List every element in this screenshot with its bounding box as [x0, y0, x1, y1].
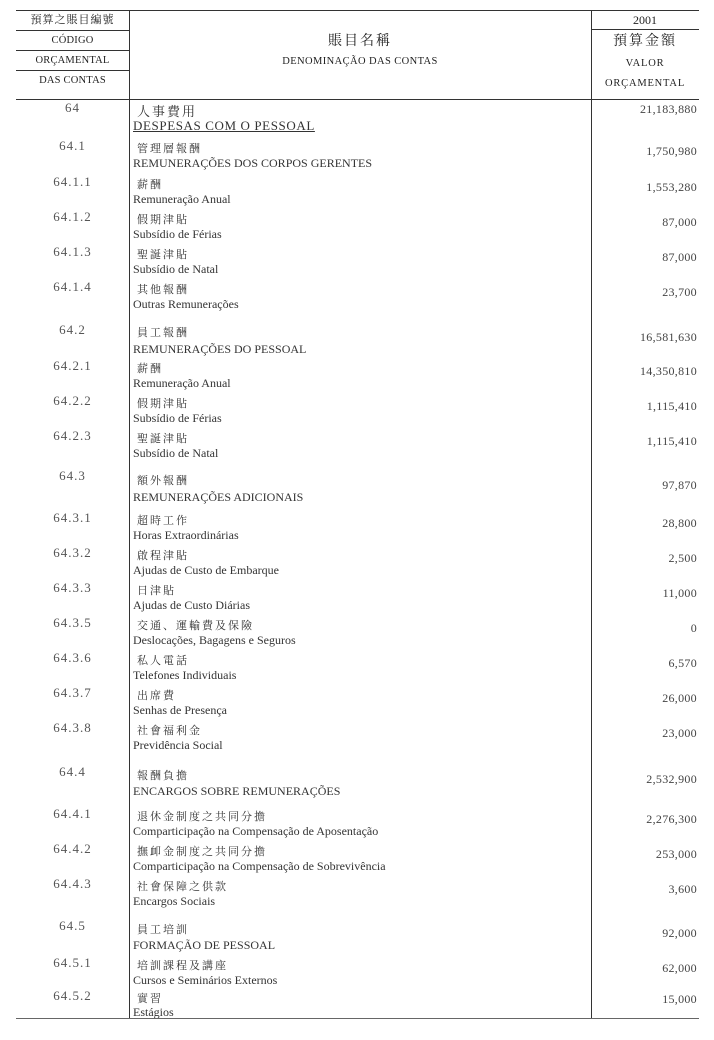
row-portuguese-label: Subsídio de Natal [133, 446, 219, 460]
row-portuguese-label: Previdência Social [133, 738, 223, 752]
row-amount: 23,700 [662, 285, 697, 299]
value-column-header [591, 11, 699, 94]
row-chinese-label: 薪酬 [137, 363, 163, 375]
row-code: 64.3.3 [53, 580, 92, 595]
row-chinese-label: 出席費 [137, 690, 176, 702]
row-portuguese-label: Outras Remunerações [133, 297, 239, 311]
row-code: 64.3.2 [53, 545, 92, 560]
value-header-chinese: 預算金額 [613, 34, 677, 49]
row-code: 64.3.5 [53, 615, 92, 630]
row-portuguese-label: REMUNERAÇÕES ADICIONAIS [133, 490, 304, 504]
row-portuguese-label: REMUNERAÇÕES DOS CORPOS GERENTES [133, 156, 373, 170]
row-chinese-label: 社會福利金 [137, 725, 202, 737]
row-code: 64.3 [59, 468, 86, 483]
code-header-line-3: DAS CONTAS [39, 75, 106, 86]
row-portuguese-label: Ajudas de Custo Diárias [133, 598, 250, 612]
row-portuguese-label: Ajudas de Custo de Embarque [133, 563, 279, 577]
row-chinese-label: 其他報酬 [137, 284, 189, 296]
row-portuguese-label: Comparticipação na Compensação de Aposentação [133, 824, 379, 838]
budget-table [16, 10, 699, 1022]
code-column-header [16, 11, 129, 90]
row-amount: 1,115,410 [646, 434, 697, 448]
row-code: 64.5.2 [53, 988, 92, 1003]
row-amount: 21,183,880 [640, 102, 697, 116]
row-chinese-label: 退休金制度之共同分擔 [137, 811, 267, 823]
row-chinese-label: 薪酬 [137, 179, 163, 191]
column-divider-right [591, 10, 592, 1018]
row-amount: 15,000 [662, 992, 697, 1006]
row-chinese-label: 管理層報酬 [137, 143, 202, 155]
row-code: 64.2.1 [53, 358, 92, 373]
row-chinese-label: 假期津貼 [137, 214, 189, 226]
row-amount: 16,581,630 [640, 330, 697, 344]
row-amount: 87,000 [662, 250, 697, 264]
row-code: 64.1.1 [53, 174, 92, 189]
row-chinese-label: 人事費用 [137, 104, 198, 119]
row-portuguese-label: DESPESAS COM O PESSOAL [133, 118, 315, 133]
row-portuguese-label: ENCARGOS SOBRE REMUNERAÇÕES [133, 784, 341, 798]
name-column-header [130, 31, 590, 71]
row-chinese-label: 額外報酬 [137, 475, 189, 487]
row-code: 64.1.4 [53, 279, 92, 294]
row-chinese-label: 聖誕津貼 [137, 249, 189, 261]
row-code: 64.4.3 [53, 876, 92, 891]
row-portuguese-label: Deslocações, Bagagens e Seguros [133, 633, 296, 647]
row-amount: 97,870 [662, 478, 697, 492]
row-amount: 92,000 [662, 926, 697, 940]
budget-year: 2001 [591, 11, 699, 30]
row-amount: 23,000 [662, 726, 697, 740]
row-code: 64.3.1 [53, 510, 92, 525]
row-code: 64.2.3 [53, 428, 92, 443]
row-amount: 6,570 [668, 656, 697, 670]
row-chinese-label: 實習 [137, 993, 163, 1005]
row-amount: 28,800 [662, 516, 697, 530]
row-code: 64.3.7 [53, 685, 92, 700]
table-bottom-rule [16, 1018, 699, 1019]
row-code: 64.3.8 [53, 720, 92, 735]
row-amount: 253,000 [655, 847, 697, 861]
row-amount: 14,350,810 [640, 364, 697, 378]
row-amount: 2,500 [668, 551, 697, 565]
row-code: 64.5 [59, 918, 86, 933]
row-portuguese-label: FORMAÇÃO DE PESSOAL [133, 938, 276, 952]
row-portuguese-label: Comparticipação na Compensação de Sobrevivência [133, 859, 386, 873]
row-amount: 62,000 [662, 961, 697, 975]
row-amount: 11,000 [662, 586, 697, 600]
row-portuguese-label: Remuneração Anual [133, 376, 231, 390]
row-chinese-label: 培訓課程及講座 [137, 960, 228, 972]
value-header-line-2: ORÇAMENTAL [604, 78, 686, 89]
row-amount: 1,115,410 [646, 399, 697, 413]
row-chinese-label: 日津貼 [137, 585, 176, 597]
row-portuguese-label: Telefones Individuais [133, 668, 237, 682]
row-amount: 1,553,280 [646, 180, 697, 194]
row-portuguese-label: Horas Extraordinárias [133, 528, 239, 542]
row-code: 64.2 [59, 322, 86, 337]
row-code: 64.1 [59, 138, 86, 153]
row-chinese-label: 員工培訓 [137, 924, 189, 936]
name-header-portuguese: DENOMINAÇÃO DAS CONTAS [282, 56, 438, 67]
row-amount: 3,600 [668, 882, 697, 896]
row-portuguese-label: Subsídio de Férias [133, 411, 222, 425]
row-portuguese-label: Estágios [133, 1005, 174, 1019]
row-code: 64 [65, 100, 80, 115]
row-code: 64.1.3 [53, 244, 92, 259]
row-portuguese-label: Subsídio de Férias [133, 227, 222, 241]
row-chinese-label: 私人電話 [137, 655, 189, 667]
row-chinese-label: 聖誕津貼 [137, 433, 189, 445]
row-amount: 2,532,900 [646, 772, 697, 786]
row-chinese-label: 假期津貼 [137, 398, 189, 410]
row-amount: 26,000 [662, 691, 697, 705]
code-header-line-1: CÓDIGO [16, 31, 129, 51]
row-chinese-label: 社會保障之供款 [137, 881, 228, 893]
row-chinese-label: 啟程津貼 [137, 550, 189, 562]
column-divider-left [129, 10, 130, 1018]
name-header-chinese: 賬目名稱 [328, 34, 392, 49]
code-header-line-2: ORÇAMENTAL [16, 51, 129, 71]
table-header [16, 10, 699, 100]
row-code: 64.3.6 [53, 650, 92, 665]
value-header-line-1: VALOR [625, 58, 665, 69]
row-portuguese-label: Encargos Sociais [133, 894, 216, 908]
row-portuguese-label: Cursos e Seminários Externos [133, 973, 278, 987]
row-code: 64.2.2 [53, 393, 92, 408]
row-code: 64.1.2 [53, 209, 92, 224]
code-header-chinese: 預算之賬目編號 [16, 11, 129, 31]
row-code: 64.5.1 [53, 955, 92, 970]
row-chinese-label: 交通、運輸費及保險 [137, 620, 254, 632]
row-chinese-label: 員工報酬 [137, 327, 189, 339]
row-portuguese-label: Senhas de Presença [133, 703, 227, 717]
row-code: 64.4.1 [53, 806, 92, 821]
row-chinese-label: 超時工作 [137, 515, 189, 527]
row-amount: 2,276,300 [646, 812, 697, 826]
row-code: 64.4.2 [53, 841, 92, 856]
row-amount: 0 [690, 621, 697, 635]
row-portuguese-label: Remuneração Anual [133, 192, 231, 206]
row-portuguese-label: REMUNERAÇÕES DO PESSOAL [133, 342, 307, 356]
row-amount: 87,000 [662, 215, 697, 229]
row-amount: 1,750,980 [646, 144, 697, 158]
row-chinese-label: 撫卹金制度之共同分擔 [137, 846, 267, 858]
row-code: 64.4 [59, 764, 86, 779]
row-chinese-label: 報酬負擔 [137, 770, 189, 782]
row-portuguese-label: Subsídio de Natal [133, 262, 219, 276]
